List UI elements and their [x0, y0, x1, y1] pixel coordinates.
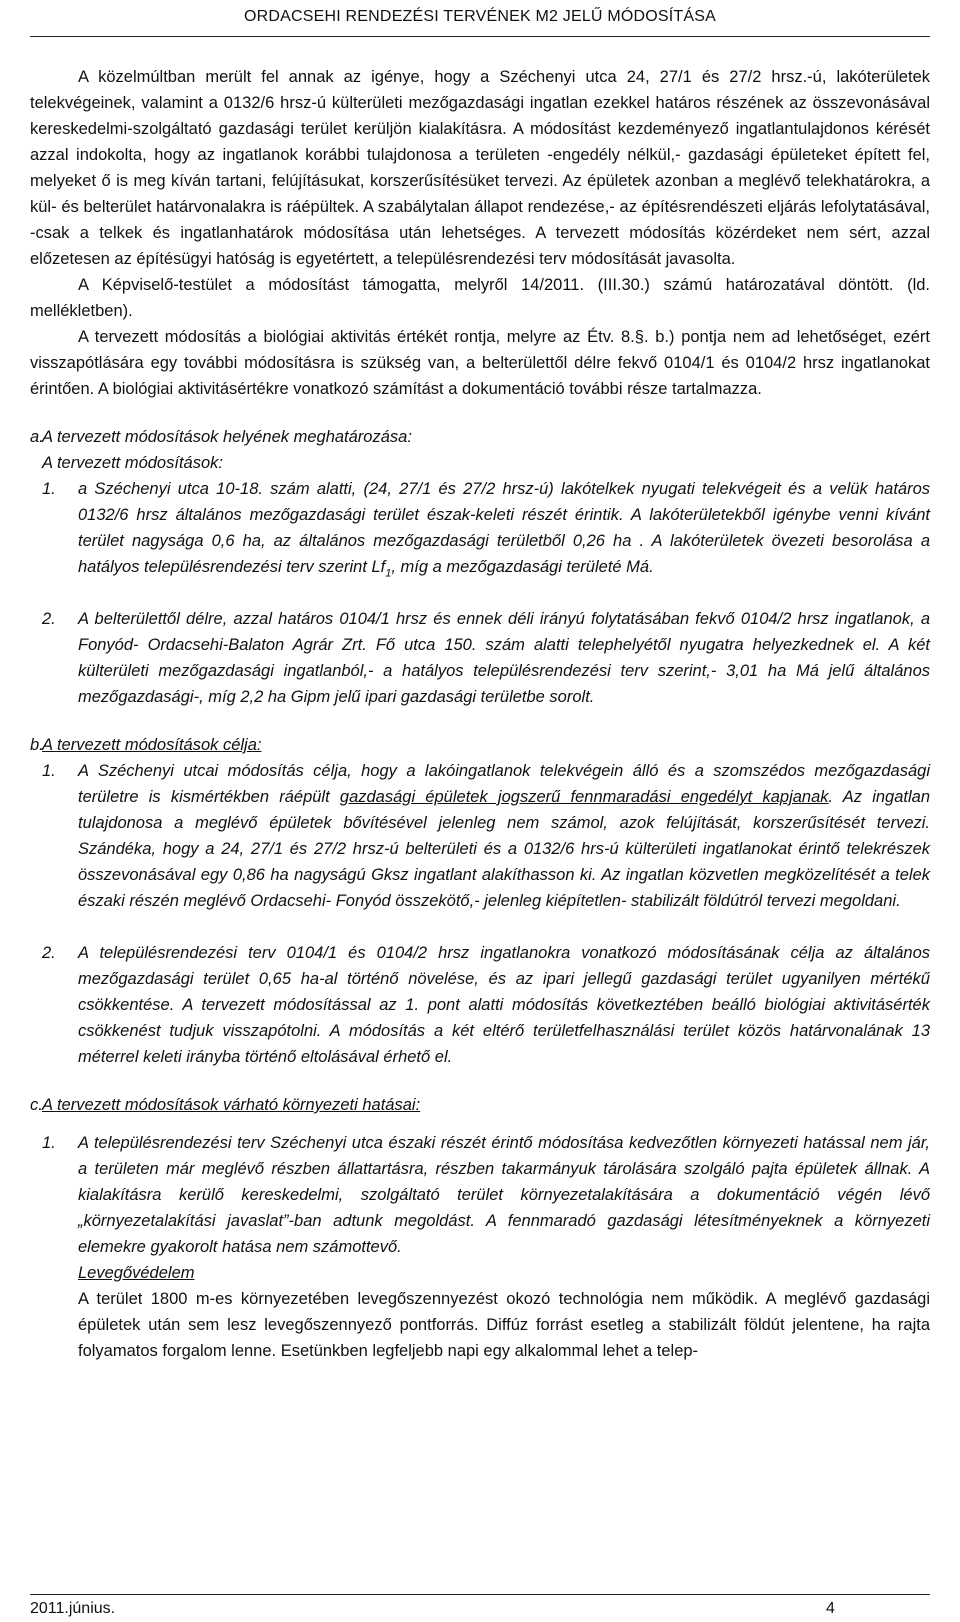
section-b: [30, 732, 930, 1070]
section-a-item-1: [42, 476, 930, 580]
section-a-subtitle: A tervezett módosítások:: [42, 454, 223, 472]
section-c-title: A tervezett módosítások várható környezeti hatásai:: [42, 1096, 421, 1114]
section-a-item-1-text-b: , míg a mezőgazdasági területé Má.: [391, 558, 654, 576]
section-b-item-1-text-b: . Az ingatlan tulajdonosa a meglévő épületek bővítésével jelenleg nem számol, azok felújítását, korszerűsítését tervezi. Szándéka, hogy a 24, 27/1 és 27/2 hrsz-ú belterületi és a 0132/6 hrs-ú külterületi ingatlanokat érintő telekrészek összevonásával egy 0,86 ha nagyságú Gksz ingatlant alakíthasson ki. Az ingatlan közvetlen megközelítését a telek északi részén meglévő Ordacsehi- Fonyód összekötő,- jelenleg kiépítetlen- stabilizált földútról tervezi megoldani.: [78, 788, 930, 910]
section-c: [30, 1092, 930, 1364]
section-c-letter: c.: [30, 1096, 43, 1114]
page-header: [0, 0, 960, 34]
section-c-item-1-text: A településrendezési terv Széchenyi utca északi részét érintő módosítása kedvezőtlen környezeti hatással nem jár, a területen már meglévő részben állattartásra, részben takarmányuk tárolására szolgáló pajta épületek állnak. A kialakításra kerülő kereskedelmi, szolgáltató terület környezetalakítására a dokumentáció végén lévő „környezetalakítási javaslat”-ban adtunk megoldást. A fennmaradó gazdasági létesítményeknek a környezeti elemekre gyakorolt hatása nem számottevő.: [78, 1134, 930, 1256]
section-b-item-2-number: 2.: [42, 944, 56, 962]
section-a: [30, 424, 930, 710]
intro-paragraph-3: A tervezett módosítás a biológiai aktivitás értékét rontja, melyre az Étv. 8.§. b.) pontja nem ad lehetőséget, ezért visszapótlására egy további módosításra is szükség van, a belterülettől délre fekvő 0104/1 és 0104/2 hrsz ingatlanokat érintően. A biológiai aktivitásértékre vonatkozó számítást a dokumentáció további része tartalmazza.: [30, 328, 930, 398]
section-c-item-1: [42, 1130, 930, 1364]
document-title: ORDACSEHI RENDEZÉSI TERVÉNEK M2 JELŰ MÓDOSÍTÁSA: [243, 8, 717, 25]
air-protection-text: A terület 1800 m-es környezetében levegőszennyezést okozó technológia nem működik. A meglévő gazdasági épületek után sem lesz levegőszennyező pontforrás. Diffúz forrást esetleg a stabilizált földút jelentene, ha rajta folyamatos forgalom lenne. Esetünkben legfeljebb napi egy alkalommal lehet a telep-: [78, 1290, 930, 1360]
section-a-item-2-number: 2.: [42, 610, 56, 628]
section-b-letter: b.: [30, 736, 44, 754]
section-a-item-1-subscript: 1: [385, 567, 392, 580]
section-a-item-1-number: 1.: [42, 480, 56, 498]
section-a-title: A tervezett módosítások helyének meghatározása:: [42, 428, 412, 446]
section-a-item-2: [42, 606, 930, 710]
intro-paragraph-2: A Képviselő-testület a módosítást támogatta, melyről 14/2011. (III.30.) számú határozatával döntött. (ld. mellékletben).: [30, 276, 930, 320]
section-b-item-1-number: 1.: [42, 762, 56, 780]
section-a-letter: a.: [30, 428, 44, 446]
section-a-title-wrap: [42, 424, 930, 450]
document-body: [30, 64, 930, 1364]
intro-paragraph-1: A közelmúltban merült fel annak az igénye, hogy a Széchenyi utca 24, 27/1 és 27/2 hrsz.-ú, lakóterületek telekvégeinek, valamint a 0132/6 hrsz-ú külterületi mezőgazdasági ingatlan ezekkel határos részének az összevonásával kereskedelmi-szolgáltató gazdasági terület kerüljön kialakításra. A módosítást kezdeményező ingatlantulajdonos kérését azzal indokolta, hogy az ingatlanok korábbi tulajdonosa a területen -engedély nélkül,- gazdasági épületeket épített fel, melyeket ő is meg kíván tartani, felújításukat, korszerűsítésüket tervezi. Az épületek azonban a meglévő telekhatárokra, a kül- és belterület határvonalakra is ráépültek. A szabálytalan állapot rendezése,- az építésrendészeti eljárás lefolytatásával, -csak a telkek és ingatlanhatárok módosítása után lehetséges. A tervezett módosítás közérdeket nem sért, azzal előzetesen az építésügyi hatóság is egyetértett, a településrendezési terv módosítását javasolta.: [30, 68, 930, 268]
section-b-item-2-text: A településrendezési terv 0104/1 és 0104/2 hrsz ingatlanokra vonatkozó módosításának célja az általános mezőgazdasági terület 0,65 ha-al történő növelése, és az ipari jellegű gazdasági terület ugyanilyen mértékű csökkentése. A tervezett módosítással az 1. pont alatti módosítás következtében beálló biológiai aktivitásérték csökkenést tudjuk visszapótolni. A módosítás a két eltérő területfelhasználási terület közös határvonalának 13 méterrel keleti irányba történő eltolásával érhető el.: [78, 944, 930, 1066]
section-a-item-1-text-a: a Széchenyi utca 10-18. szám alatti, (24, 27/1 és 27/2 hrsz-ú) lakótelkek nyugati telekvégeit és a velük határos 0132/6 hrsz általános mezőgazdasági terület észak-keleti részét érintik. A lakóterületekből igénybe venni kívánt terület nagysága 0,6 ha, az általános mezőgazdasági területből 0,26 ha . A lakóterületek övezeti besorolása a hatályos településrendezési terv szerint Lf: [78, 480, 930, 576]
section-b-item-1-text: [78, 758, 930, 914]
footer-date: 2011.június.: [30, 1600, 116, 1617]
section-b-item-1-emphasis: gazdasági épületek jogszerű fennmaradási engedélyt kapjanak: [339, 788, 829, 806]
section-b-item-2: [42, 940, 930, 1070]
section-c-item-1-number: 1.: [42, 1134, 56, 1152]
section-a-item-2-text: A belterülettől délre, azzal határos 0104/1 hrsz és ennek déli irányú folytatásában fekvő 0104/2 hrsz ingatlanok, a Fonyód- Ordacsehi-Balaton Agrár Zrt. Fő utca 150. szám alatti telephelyétől nyugatra helyezkednek el. A két külterületi mezőgazdasági ingatlanból,- a hatályos településrendezési terv szerint,- 3,01 ha Má jelű általános mezőgazdasági-, míg 2,2 ha Gipm jelű ipari gazdasági területbe sorolt.: [78, 610, 930, 706]
section-b-item-1-text-a: A Széchenyi utcai módosítás célja, hogy a lakóingatlanok telekvégein álló és a szomszédos mezőgazdasági területre is kismértékben ráépült: [78, 762, 930, 806]
section-b-title: A tervezett módosítások célja:: [42, 736, 262, 754]
section-a-item-1-text: [78, 476, 930, 580]
section-b-item-1: [42, 758, 930, 914]
air-protection-heading: Levegővédelem: [78, 1264, 195, 1282]
header-divider: [30, 36, 930, 37]
footer-divider: [30, 1594, 930, 1595]
page-number: 4: [826, 1600, 835, 1617]
